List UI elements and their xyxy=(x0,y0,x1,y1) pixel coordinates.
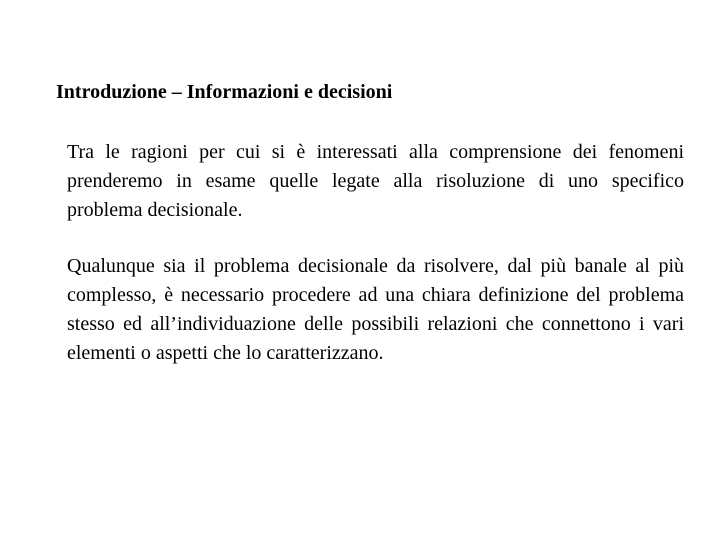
body-paragraph-1: Tra le ragioni per cui si è interessati alla comprensione dei fenomeni prenderemo in esame quelle legate alla risoluzione di uno specifico problema decisionale. xyxy=(67,141,684,221)
slide-title: Introduzione – Informazioni e decisioni xyxy=(56,81,393,103)
body-paragraph-2: Qualunque sia il problema decisionale da risolvere, dal più banale al più complesso, è necessario procedere ad una chiara definizione del problema stesso ed all’individuazione delle possibili relazioni che connettono i vari elementi o aspetti che lo caratterizzano. xyxy=(67,255,684,364)
slide-body xyxy=(67,138,684,368)
